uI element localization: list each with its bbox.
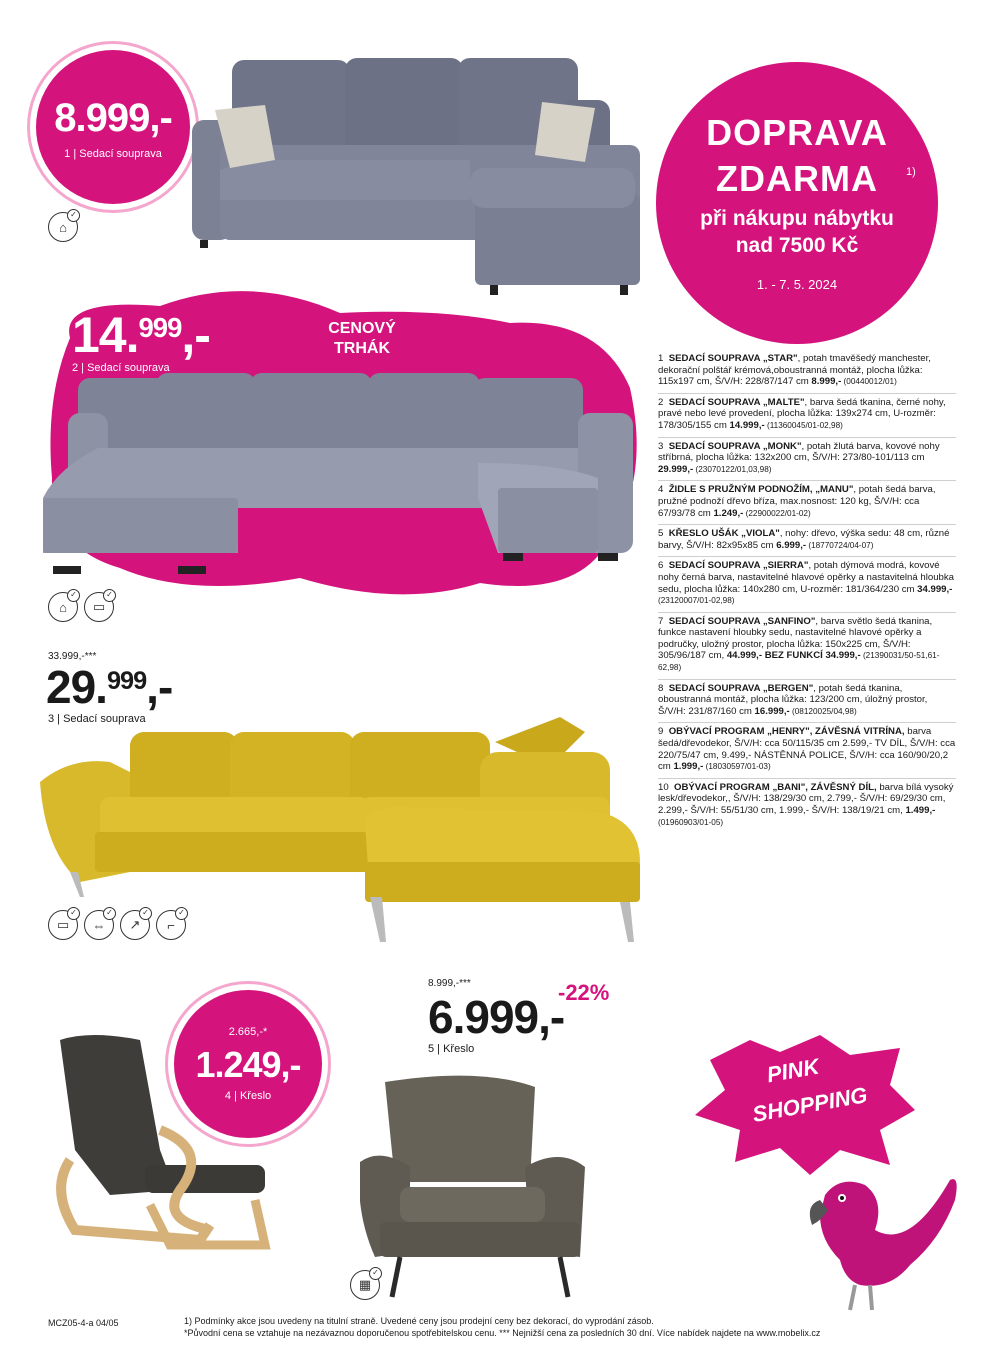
spec-item: 2 SEDACÍ SOUPRAVA „MALTE", barva šedá tkanina, černé nohy, pravé nebo levé provedení, plocha lůžka: 139x274 cm, U-rozměr: 178/305/155 cm 14.999,- (11360045/01-02,98) [658, 394, 956, 438]
product5-price: 6.999,- [428, 991, 565, 1043]
fabric-icon: ▦ ✓ [350, 1270, 380, 1300]
product1-label: 1 | Sedací souprava [64, 148, 162, 160]
product4-price: 1.249,- [195, 1044, 301, 1085]
product2-sofa-image [38, 368, 650, 583]
product3-price-sup: 999 [106, 667, 147, 696]
spec-item: 6 SEDACÍ SOUPRAVA „SIERRA", potah dýmová modrá, kovové nohy černá barva, nastavitelné hlavové opěrky a nastavitelná hloubka sedu, plocha lůžka: 140x280 cm, U-rozměr: 181/364/230 cm 34.999,- (23120007/01-02,98) [658, 557, 956, 612]
product5-discount: -22% [558, 980, 610, 1005]
product2-price-suffix: ,- [181, 307, 210, 363]
depth-adjust-icon: ⇔ ✓ [84, 910, 114, 940]
product3-price-main: 29. [46, 661, 107, 713]
storage-icon: ▭ ✓ [84, 592, 114, 622]
product2-tag-line2: TRHÁK [334, 340, 390, 357]
pink-shopping-line2: SHOPPING [750, 1082, 870, 1127]
spec-item: 4 ŽIDLE S PRUŽNÝM PODNOŽÍM, „MANU", potah šedá barva, pružné podnoží dřevo bříza, max.nosnost: 120 kg, Š/V/H: cca 67/93/78 cm 1.249,- (22900022/01-02) [658, 481, 956, 525]
free-delivery-badge [656, 62, 938, 344]
product2-price-sup: 999 [138, 311, 182, 343]
promo-line4: nad 7500 Kč [735, 234, 859, 257]
promo-line1: DOPRAVA [706, 112, 888, 153]
product3-old-price: 33.999,-*** [48, 651, 97, 662]
storage-icon: ▭ ✓ [48, 910, 78, 940]
footer-note2: *Původní cena se vztahuje na nezávaznou doporučenou spotřebitelskou cenu. *** Nejnižší cena za posledních 30 dní. Více nabídek najdete na www.mobelix.cz [184, 1328, 821, 1338]
footer-note1: 1) Podmínky akce jsou uvedeny na titulní straně. Uvedené ceny jsou prodejní ceny bez dekorací, do vyprodání zásob. [184, 1316, 654, 1326]
spec-list [658, 350, 956, 833]
sofa-bed-icon: ⌂ ✓ [48, 592, 78, 622]
product1-sofa-image [190, 50, 650, 300]
product4-chair-image [50, 1030, 280, 1255]
spec-item: 10 OBÝVACÍ PROGRAM „BANI", ZÁVĚSNÝ DÍL, barva bílá vysoký lesk/dřevodekor,, Š/V/H: 138/29/30 cm, 2.799,- Š/V/H: 69/29/30 cm, 2.299,- Š/V/H: 55/51/30 cm, 1.999,- Š/V/H: 138/19/21 cm, 1.499,- (01960903/01-05) [658, 781, 954, 827]
spec-item: 7 SEDACÍ SOUPRAVA „SANFINO", barva světlo šedá tkanina, funkce nastavení hloubky sedu, nastavitelné hlavové opěrky a područky, uložný prostor, plocha lůžka: 150x225 cm, Š/V/H: 305/96/187 cm, 44.999,- BEZ FUNKCÍ 34.999,- (21390031/50-51,61-62,98) [658, 613, 956, 680]
promo-dates: 1. - 7. 5. 2024 [756, 277, 838, 292]
product2-price [72, 306, 210, 364]
promo-line2: ZDARMA [716, 158, 878, 199]
product2-tag-line1: CENOVÝ [328, 320, 396, 337]
page-code: MCZ05-4-a 04/05 [48, 1318, 119, 1328]
product1-price-badge [36, 50, 190, 204]
product1-price: 8.999,- [54, 96, 172, 140]
recline-icon: ↗ ✓ [120, 910, 150, 940]
product5-label: 5 | Křeslo [428, 1043, 475, 1055]
promo-line3: při nákupu nábytku [700, 207, 894, 230]
sofa-bed-icon: ⌂ ✓ [48, 212, 78, 242]
product4-old-price: 2.665,-* [228, 1026, 268, 1038]
product5-chair-image [360, 1072, 600, 1302]
parrot-mascot [800, 1170, 970, 1320]
product3-price-suffix: ,- [146, 661, 173, 713]
product5-old-price: 8.999,-*** [428, 978, 471, 989]
product3-price [46, 660, 172, 714]
product2-price-main: 14. [72, 307, 139, 363]
product2-label: 2 | Sedací souprava [72, 362, 170, 374]
pink-shopping-line1: PINK [764, 1053, 821, 1088]
product4-label: 4 | Křeslo [224, 1090, 272, 1102]
spec-item: 3 SEDACÍ SOUPRAVA „MONK", potah žlutá barva, kovové nohy stříbrná, plocha lůžka: 132x200 cm, Š/V/H: 273/80-101/113 cm 29.999,- (23070122/01,03,98) [658, 438, 956, 482]
spec-item: 8 SEDACÍ SOUPRAVA „BERGEN", potah šedá tkanina, oboustranná montáž, plocha lůžka: 123/200 cm, úložný prostor, Š/V/H: 231/87/160 cm 16.999,- (08120025/04,98) [658, 680, 956, 724]
product3-label: 3 | Sedací souprava [48, 713, 146, 725]
headrest-icon: ⌐ ✓ [156, 910, 186, 940]
spec-item: 5 KŘESLO UŠÁK „VIOLA", nohy: dřevo, výška sedu: 48 cm, různé barvy, Š/V/H: 82x95x85 cm 6.999,- (18770724/04-07) [658, 525, 956, 557]
spec-item: 9 OBÝVACÍ PROGRAM „HENRY", ZÁVĚSNÁ VITRÍNA, barva šedá/dřevodekor, Š/V/H: cca 50/115/35 cm 2.599,- TV DÍL, Š/V/H: cca 220/75/47 cm, 9.499,- NÁSTĚNNÁ POLICE, Š/V/H: cca 160/90/20,2 cm 1.999,- (18030597/01-03) [658, 723, 956, 778]
spec-item: 1 SEDACÍ SOUPRAVA „STAR", potah tmavěšedý manchester, dekorační polštář krémová,oboustranná montáž, plocha lůžka: 115x197 cm, Š/V/H: 228/87/147 cm 8.999,- (00440012/01) [658, 350, 956, 394]
promo-footnote: 1) [906, 166, 916, 178]
